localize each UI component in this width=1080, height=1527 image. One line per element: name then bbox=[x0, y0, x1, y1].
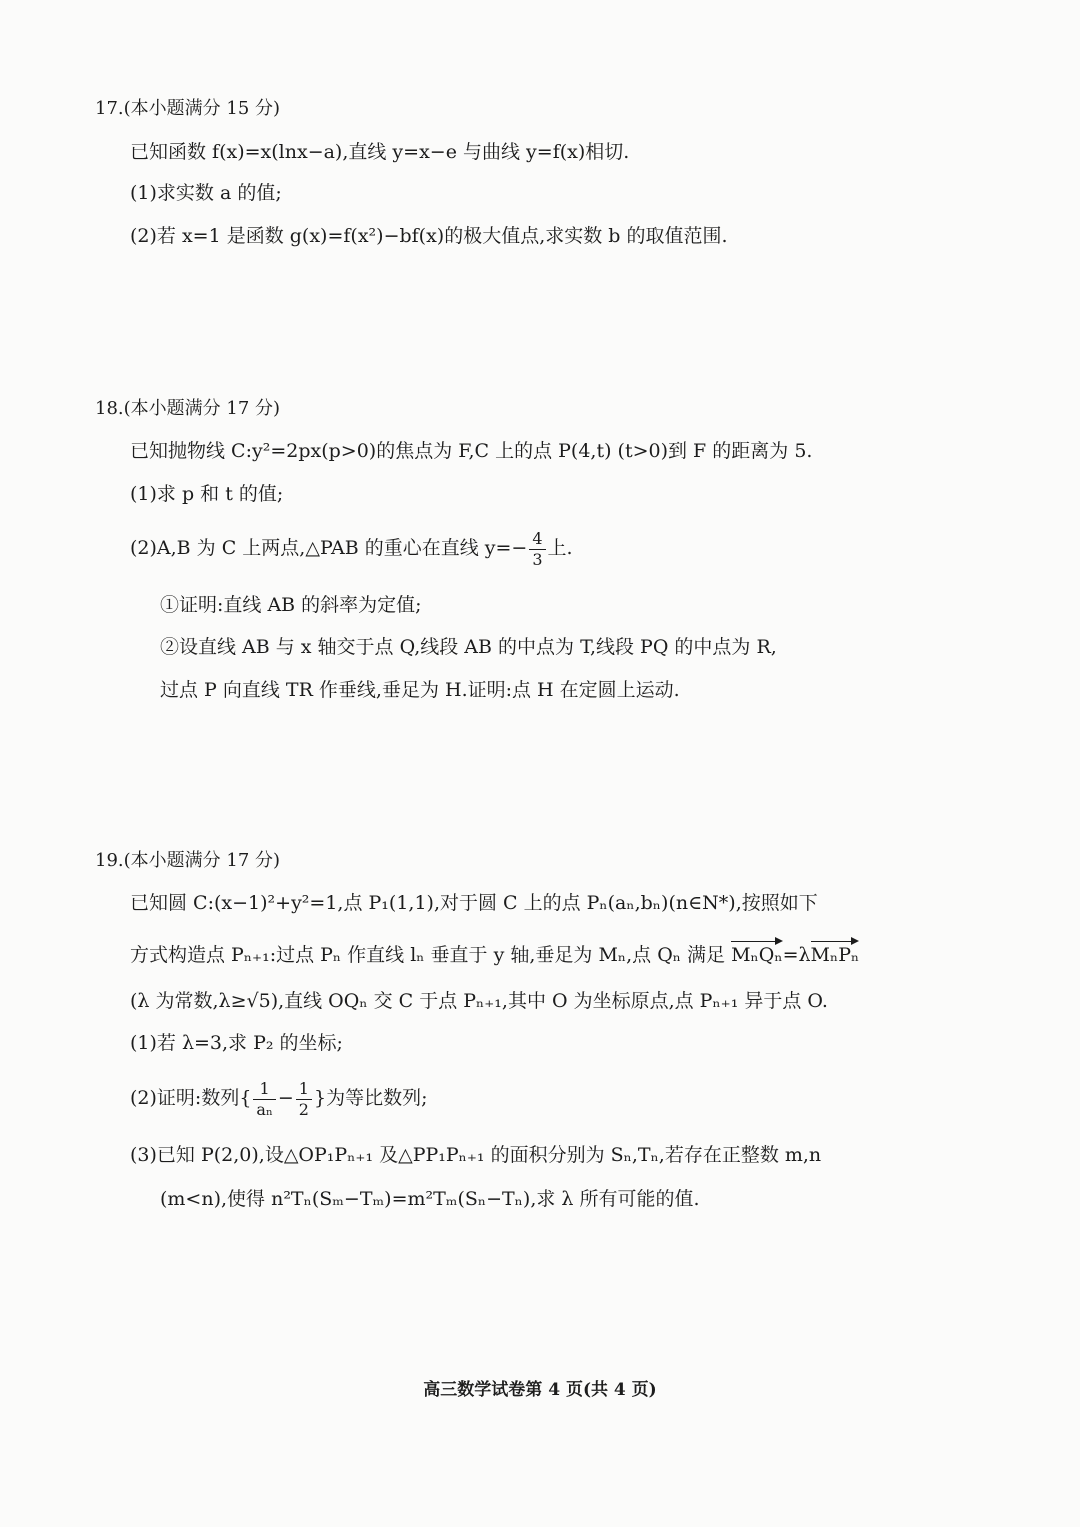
question-19-part-1: (1)若 λ=3,求 P₂ 的坐标; bbox=[130, 1032, 343, 1054]
question-17-heading: 17.(本小题满分 15 分) bbox=[95, 98, 281, 119]
question-19-part-3-cont: (m<n),使得 n²Tₙ(Sₘ−Tₘ)=m²Tₘ(Sₙ−Tₙ),求 λ 所有可能的值. bbox=[160, 1188, 700, 1210]
question-18-sub-2-cont: 过点 P 向直线 TR 作垂线,垂足为 H.证明:点 H 在定圆上运动. bbox=[160, 679, 680, 701]
question-18-sub-2: ②设直线 AB 与 x 轴交于点 Q,线段 AB 的中点为 T,线段 PQ 的中点为 R, bbox=[160, 636, 777, 658]
page-footer: 高三数学试卷第 4 页(共 4 页) bbox=[423, 1380, 657, 1400]
question-17-part-2: (2)若 x=1 是函数 g(x)=f(x²)−bf(x)的极大值点,求实数 b 的取值范围. bbox=[130, 225, 728, 247]
question-18-stem: 已知抛物线 C:y²=2px(p>0)的焦点为 F,C 上的点 P(4,t) (t>0)到 F 的距离为 5. bbox=[130, 440, 813, 462]
fraction-one-half: $\frac{1}{2}$ bbox=[296, 1079, 312, 1120]
fraction-four-thirds: $\frac{4}{3}$ bbox=[529, 529, 545, 570]
question-18-part-2-text: (2)A,B 为 C 上两点,△PAB 的重心在直线 y=− bbox=[130, 537, 528, 559]
question-17-part-1: (1)求实数 a 的值; bbox=[130, 182, 282, 204]
question-18-sub-1: ①证明:直线 AB 的斜率为定值; bbox=[160, 594, 422, 616]
question-18-heading: 18.(本小题满分 17 分) bbox=[95, 398, 281, 419]
question-19-heading: 19.(本小题满分 17 分) bbox=[95, 850, 281, 871]
vector-mq: MₙQₙ bbox=[731, 940, 782, 968]
question-18-part-2: (2)A,B 为 C 上两点,△PAB 的重心在直线 y=− $\frac{4}{3}$ 上. bbox=[130, 528, 573, 569]
vector-mp: MₙPₙ bbox=[811, 940, 860, 968]
question-19-stem-3: (λ 为常数,λ≥√5),直线 OQₙ 交 C 于点 Pₙ₊₁,其中 O 为坐标原点,点 Pₙ₊₁ 异于点 O. bbox=[130, 990, 828, 1012]
question-19-stem-1: 已知圆 C:(x−1)²+y²=1,点 P₁(1,1),对于圆 C 上的点 Pₙ(aₙ,bₙ)(n∈N*),按照如下 bbox=[130, 892, 818, 914]
question-19-part-2: (2)证明:数列{ $\frac{1}{\text{aₙ}}$ − $\frac{1}{2}$ }为等比数列; bbox=[130, 1078, 428, 1119]
question-17-stem: 已知函数 f(x)=x(lnx−a),直线 y=x−e 与曲线 y=f(x)相切. bbox=[130, 141, 630, 163]
question-18-part-1: (1)求 p 和 t 的值; bbox=[130, 483, 284, 505]
fraction-one-over-an: $\frac{1}{\text{aₙ}}$ bbox=[253, 1079, 275, 1120]
question-19-stem-2: 方式构造点 Pₙ₊₁:过点 Pₙ 作直线 lₙ 垂直于 y 轴,垂足为 Mₙ,点 Qₙ 满足 MₙQₙ=λMₙPₙ bbox=[130, 940, 859, 968]
question-19-part-3: (3)已知 P(2,0),设△OP₁Pₙ₊₁ 及△PP₁Pₙ₊₁ 的面积分别为 Sₙ,Tₙ,若存在正整数 m,n bbox=[130, 1144, 822, 1166]
